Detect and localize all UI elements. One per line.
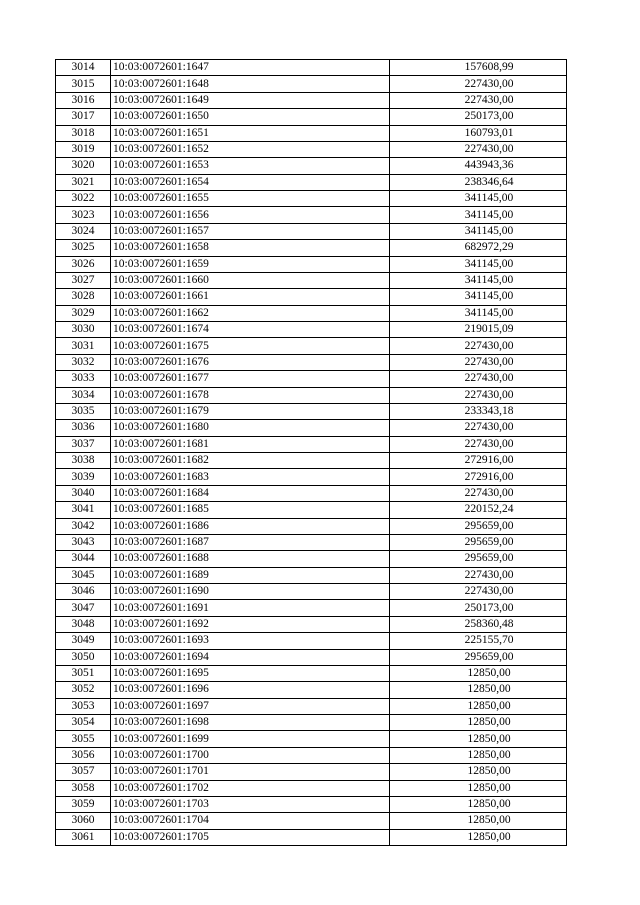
table-row — [56, 322, 567, 338]
amount-cell: 295659,00 — [390, 534, 567, 550]
cadastral-number-cell: 10:03:0072601:1679 — [111, 403, 390, 419]
cadastral-number-cell: 10:03:0072601:1680 — [111, 420, 390, 436]
table-row — [56, 780, 567, 796]
table-body — [56, 60, 567, 846]
table-row — [56, 567, 567, 583]
amount-cell: 12850,00 — [390, 715, 567, 731]
cadastral-number-cell: 10:03:0072601:1681 — [111, 436, 390, 452]
cadastral-number-cell: 10:03:0072601:1704 — [111, 813, 390, 829]
amount-cell: 12850,00 — [390, 780, 567, 796]
table-row — [56, 469, 567, 485]
amount-cell: 12850,00 — [390, 813, 567, 829]
amount-cell: 341145,00 — [390, 305, 567, 321]
amount-cell: 227430,00 — [390, 371, 567, 387]
cadastral-number-cell: 10:03:0072601:1684 — [111, 485, 390, 501]
table-row — [56, 600, 567, 616]
row-number-cell: 3052 — [56, 682, 111, 698]
amount-cell: 341145,00 — [390, 191, 567, 207]
row-number-cell: 3014 — [56, 60, 111, 76]
amount-cell: 295659,00 — [390, 649, 567, 665]
table-row — [56, 256, 567, 272]
amount-cell: 227430,00 — [390, 567, 567, 583]
table-row — [56, 403, 567, 419]
row-number-cell: 3026 — [56, 256, 111, 272]
table-row — [56, 420, 567, 436]
cadastral-number-cell: 10:03:0072601:1662 — [111, 305, 390, 321]
data-table — [55, 59, 567, 846]
row-number-cell: 3017 — [56, 109, 111, 125]
amount-cell: 160793,01 — [390, 125, 567, 141]
cadastral-number-cell: 10:03:0072601:1694 — [111, 649, 390, 665]
cadastral-number-cell: 10:03:0072601:1687 — [111, 534, 390, 550]
row-number-cell: 3016 — [56, 92, 111, 108]
row-number-cell: 3043 — [56, 534, 111, 550]
cadastral-number-cell: 10:03:0072601:1690 — [111, 584, 390, 600]
row-number-cell: 3049 — [56, 633, 111, 649]
amount-cell: 227430,00 — [390, 92, 567, 108]
cadastral-number-cell: 10:03:0072601:1674 — [111, 322, 390, 338]
amount-cell: 12850,00 — [390, 665, 567, 681]
row-number-cell: 3042 — [56, 518, 111, 534]
row-number-cell: 3046 — [56, 584, 111, 600]
row-number-cell: 3033 — [56, 371, 111, 387]
table-row — [56, 747, 567, 763]
table-row — [56, 158, 567, 174]
row-number-cell: 3039 — [56, 469, 111, 485]
amount-cell: 295659,00 — [390, 518, 567, 534]
row-number-cell: 3051 — [56, 665, 111, 681]
row-number-cell: 3027 — [56, 272, 111, 288]
row-number-cell: 3034 — [56, 387, 111, 403]
table-row — [56, 813, 567, 829]
cadastral-number-cell: 10:03:0072601:1651 — [111, 125, 390, 141]
row-number-cell: 3045 — [56, 567, 111, 583]
cadastral-number-cell: 10:03:0072601:1682 — [111, 453, 390, 469]
row-number-cell: 3059 — [56, 796, 111, 812]
row-number-cell: 3047 — [56, 600, 111, 616]
cadastral-number-cell: 10:03:0072601:1652 — [111, 141, 390, 157]
amount-cell: 341145,00 — [390, 207, 567, 223]
table-row — [56, 92, 567, 108]
table-row — [56, 698, 567, 714]
amount-cell: 12850,00 — [390, 698, 567, 714]
amount-cell: 227430,00 — [390, 354, 567, 370]
row-number-cell: 3032 — [56, 354, 111, 370]
amount-cell: 227430,00 — [390, 387, 567, 403]
table-row — [56, 338, 567, 354]
row-number-cell: 3041 — [56, 502, 111, 518]
table-row — [56, 633, 567, 649]
cadastral-number-cell: 10:03:0072601:1656 — [111, 207, 390, 223]
row-number-cell: 3058 — [56, 780, 111, 796]
amount-cell: 12850,00 — [390, 731, 567, 747]
amount-cell: 341145,00 — [390, 256, 567, 272]
amount-cell: 272916,00 — [390, 469, 567, 485]
table-row — [56, 125, 567, 141]
cadastral-number-cell: 10:03:0072601:1659 — [111, 256, 390, 272]
cadastral-number-cell: 10:03:0072601:1649 — [111, 92, 390, 108]
row-number-cell: 3036 — [56, 420, 111, 436]
cadastral-number-cell: 10:03:0072601:1661 — [111, 289, 390, 305]
row-number-cell: 3031 — [56, 338, 111, 354]
amount-cell: 227430,00 — [390, 485, 567, 501]
amount-cell: 12850,00 — [390, 764, 567, 780]
amount-cell: 233343,18 — [390, 403, 567, 419]
table-row — [56, 289, 567, 305]
cadastral-number-cell: 10:03:0072601:1677 — [111, 371, 390, 387]
amount-cell: 227430,00 — [390, 584, 567, 600]
cadastral-number-cell: 10:03:0072601:1693 — [111, 633, 390, 649]
cadastral-number-cell: 10:03:0072601:1683 — [111, 469, 390, 485]
amount-cell: 227430,00 — [390, 420, 567, 436]
table-row — [56, 518, 567, 534]
table-row — [56, 453, 567, 469]
cadastral-number-cell: 10:03:0072601:1650 — [111, 109, 390, 125]
table-row — [56, 584, 567, 600]
row-number-cell: 3060 — [56, 813, 111, 829]
amount-cell: 227430,00 — [390, 76, 567, 92]
table-row — [56, 616, 567, 632]
amount-cell: 12850,00 — [390, 796, 567, 812]
row-number-cell: 3050 — [56, 649, 111, 665]
table-row — [56, 191, 567, 207]
row-number-cell: 3054 — [56, 715, 111, 731]
amount-cell: 341145,00 — [390, 272, 567, 288]
cadastral-number-cell: 10:03:0072601:1698 — [111, 715, 390, 731]
table-row — [56, 682, 567, 698]
amount-cell: 219015,09 — [390, 322, 567, 338]
amount-cell: 250173,00 — [390, 109, 567, 125]
cadastral-number-cell: 10:03:0072601:1675 — [111, 338, 390, 354]
cadastral-number-cell: 10:03:0072601:1696 — [111, 682, 390, 698]
amount-cell: 227430,00 — [390, 338, 567, 354]
cadastral-number-cell: 10:03:0072601:1678 — [111, 387, 390, 403]
row-number-cell: 3035 — [56, 403, 111, 419]
row-number-cell: 3055 — [56, 731, 111, 747]
table-row — [56, 223, 567, 239]
amount-cell: 272916,00 — [390, 453, 567, 469]
row-number-cell: 3018 — [56, 125, 111, 141]
row-number-cell: 3040 — [56, 485, 111, 501]
row-number-cell: 3044 — [56, 551, 111, 567]
cadastral-number-cell: 10:03:0072601:1660 — [111, 272, 390, 288]
amount-cell: 341145,00 — [390, 223, 567, 239]
cadastral-number-cell: 10:03:0072601:1686 — [111, 518, 390, 534]
amount-cell: 295659,00 — [390, 551, 567, 567]
table-row — [56, 174, 567, 190]
cadastral-number-cell: 10:03:0072601:1699 — [111, 731, 390, 747]
table-row — [56, 485, 567, 501]
table-row — [56, 534, 567, 550]
row-number-cell: 3022 — [56, 191, 111, 207]
table-row — [56, 60, 567, 76]
table-row — [56, 240, 567, 256]
cadastral-number-cell: 10:03:0072601:1676 — [111, 354, 390, 370]
cadastral-number-cell: 10:03:0072601:1685 — [111, 502, 390, 518]
cadastral-number-cell: 10:03:0072601:1658 — [111, 240, 390, 256]
amount-cell: 227430,00 — [390, 436, 567, 452]
cadastral-number-cell: 10:03:0072601:1657 — [111, 223, 390, 239]
amount-cell: 443943,36 — [390, 158, 567, 174]
cadastral-number-cell: 10:03:0072601:1654 — [111, 174, 390, 190]
cadastral-number-cell: 10:03:0072601:1695 — [111, 665, 390, 681]
amount-cell: 341145,00 — [390, 289, 567, 305]
row-number-cell: 3030 — [56, 322, 111, 338]
cadastral-number-cell: 10:03:0072601:1697 — [111, 698, 390, 714]
table-row — [56, 715, 567, 731]
row-number-cell: 3025 — [56, 240, 111, 256]
row-number-cell: 3038 — [56, 453, 111, 469]
table-row — [56, 551, 567, 567]
cadastral-number-cell: 10:03:0072601:1701 — [111, 764, 390, 780]
table-row — [56, 387, 567, 403]
amount-cell: 157608,99 — [390, 60, 567, 76]
table-row — [56, 649, 567, 665]
table-row — [56, 207, 567, 223]
table-row — [56, 272, 567, 288]
table-row — [56, 829, 567, 845]
table-row — [56, 665, 567, 681]
row-number-cell: 3053 — [56, 698, 111, 714]
amount-cell: 250173,00 — [390, 600, 567, 616]
amount-cell: 225155,70 — [390, 633, 567, 649]
row-number-cell: 3037 — [56, 436, 111, 452]
amount-cell: 220152,24 — [390, 502, 567, 518]
amount-cell: 12850,00 — [390, 829, 567, 845]
row-number-cell: 3024 — [56, 223, 111, 239]
row-number-cell: 3028 — [56, 289, 111, 305]
table-row — [56, 76, 567, 92]
amount-cell: 682972,29 — [390, 240, 567, 256]
table-row — [56, 109, 567, 125]
cadastral-number-cell: 10:03:0072601:1702 — [111, 780, 390, 796]
row-number-cell: 3048 — [56, 616, 111, 632]
cadastral-number-cell: 10:03:0072601:1647 — [111, 60, 390, 76]
table-row — [56, 502, 567, 518]
table-row — [56, 436, 567, 452]
table-row — [56, 796, 567, 812]
table-row — [56, 371, 567, 387]
row-number-cell: 3015 — [56, 76, 111, 92]
cadastral-number-cell: 10:03:0072601:1692 — [111, 616, 390, 632]
row-number-cell: 3057 — [56, 764, 111, 780]
cadastral-number-cell: 10:03:0072601:1648 — [111, 76, 390, 92]
row-number-cell: 3061 — [56, 829, 111, 845]
table-row — [56, 764, 567, 780]
table-row — [56, 731, 567, 747]
row-number-cell: 3056 — [56, 747, 111, 763]
cadastral-number-cell: 10:03:0072601:1689 — [111, 567, 390, 583]
cadastral-number-cell: 10:03:0072601:1703 — [111, 796, 390, 812]
cadastral-number-cell: 10:03:0072601:1700 — [111, 747, 390, 763]
row-number-cell: 3023 — [56, 207, 111, 223]
table-row — [56, 354, 567, 370]
cadastral-number-cell: 10:03:0072601:1691 — [111, 600, 390, 616]
cadastral-number-cell: 10:03:0072601:1688 — [111, 551, 390, 567]
row-number-cell: 3021 — [56, 174, 111, 190]
cadastral-number-cell: 10:03:0072601:1655 — [111, 191, 390, 207]
amount-cell: 238346,64 — [390, 174, 567, 190]
row-number-cell: 3019 — [56, 141, 111, 157]
amount-cell: 258360,48 — [390, 616, 567, 632]
table-row — [56, 305, 567, 321]
row-number-cell: 3020 — [56, 158, 111, 174]
amount-cell: 227430,00 — [390, 141, 567, 157]
cadastral-number-cell: 10:03:0072601:1653 — [111, 158, 390, 174]
row-number-cell: 3029 — [56, 305, 111, 321]
amount-cell: 12850,00 — [390, 682, 567, 698]
table-row — [56, 141, 567, 157]
amount-cell: 12850,00 — [390, 747, 567, 763]
cadastral-number-cell: 10:03:0072601:1705 — [111, 829, 390, 845]
